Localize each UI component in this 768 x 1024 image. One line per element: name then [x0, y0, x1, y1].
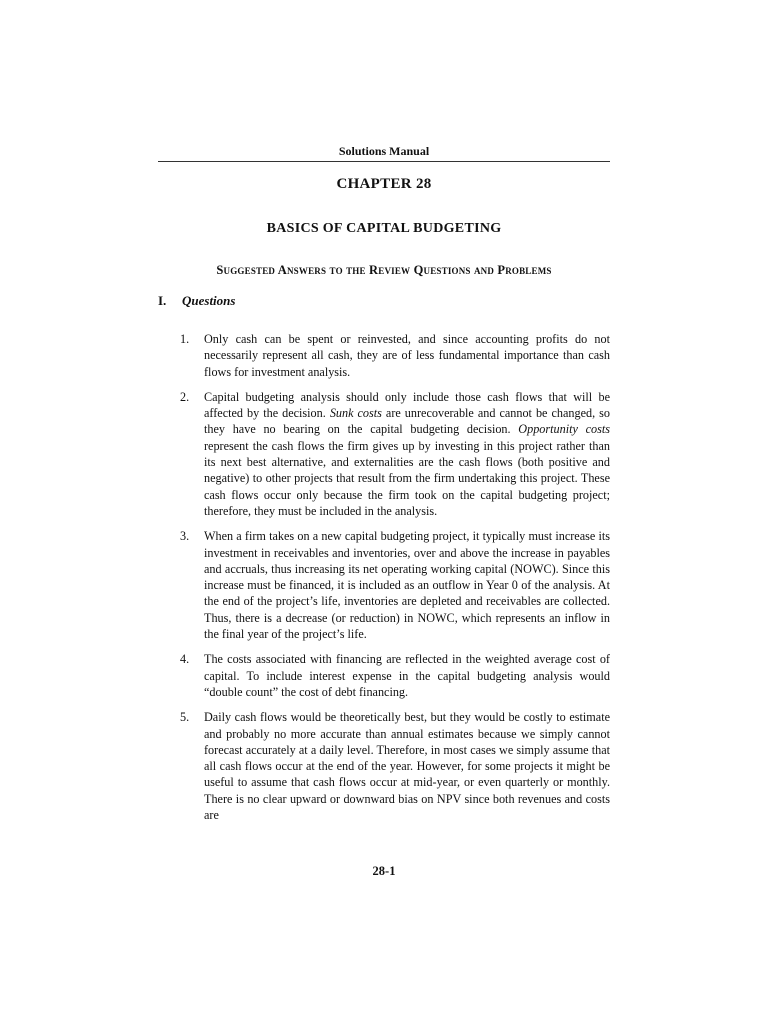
question-text: Capital budgeting analysis should only include those cash flows that will be affected by the decision. [204, 389, 610, 421]
question-item [180, 389, 610, 519]
question-number: 3. [180, 529, 190, 544]
question-term: Sunk costs [329, 406, 382, 421]
section-heading [158, 293, 235, 309]
question-number: 2. [180, 389, 190, 404]
question-number: 4. [180, 652, 190, 667]
question-term: Opportunity costs [518, 422, 610, 437]
section-number: I. [158, 293, 167, 308]
question-item [180, 331, 610, 380]
question-number: 5. [180, 710, 190, 725]
question-item [180, 651, 610, 700]
question-text: represent the cash flows the firm gives up by investing in this project rather than its next best alternative, and externalities are the cash flows (both positive and negative) to other projects that result from the firm undertaking this project. These cash flows occur only because the firm took on the capital budgeting project; therefore, they must be included in the analysis. [204, 438, 610, 518]
question-item [180, 528, 610, 642]
question-text: Only cash can be spent or reinvested, and since accounting profits do not necessarily represent all cash, they are of less fundamental importance than cash flows for investment analysis. [204, 332, 610, 379]
section-label: Questions [182, 293, 236, 308]
question-text: When a firm takes on a new capital budgeting project, it typically must increase its investment in receivables and inventories, over and above the increase in payables and accruals, thus increasing its net operating working capital (NOWC). Since this increase must be financed, it is included as an outflow in Year 0 of the analysis. At the end of the project’s life, inventories are depleted and receivables are collected. Thus, there is a decrease (or reduction) in NOWC, which represents an inflow in the final year of the project’s life. [204, 529, 610, 642]
question-text: The costs associated with financing are reflected in the weighted average cost of capital. To include interest expense in the capital budgeting analysis would “double count” the cost of debt financing. [204, 652, 610, 699]
chapter-heading: CHAPTER 28 [336, 176, 432, 192]
questions-list [180, 331, 610, 832]
question-number: 1. [180, 332, 190, 346]
question-item [180, 709, 610, 823]
running-header: Solutions Manual [158, 144, 610, 162]
question-text: Daily cash flows would be theoretically best, but they would be costly to estimate and probably no more accurate than annual estimates because we simply cannot forecast accurately at a daily level. Therefore, in most cases we simply assume that all cash flows occur at the end of the year. However, for some projects it might be useful to assume that cash flows occur at mid-year, or even quarterly or monthly. There is no clear upward or downward bias on NPV since both revenues and costs are [204, 710, 610, 823]
section-subtitle: Suggested Answers to the Review Questions and Problems [216, 263, 552, 277]
chapter-title: BASICS OF CAPITAL BUDGETING [266, 221, 502, 236]
question-text: are unrecoverable and cannot be changed, so they have no bearing on the capital budgeting decision. [204, 406, 610, 437]
page-number: 28-1 [372, 864, 396, 878]
